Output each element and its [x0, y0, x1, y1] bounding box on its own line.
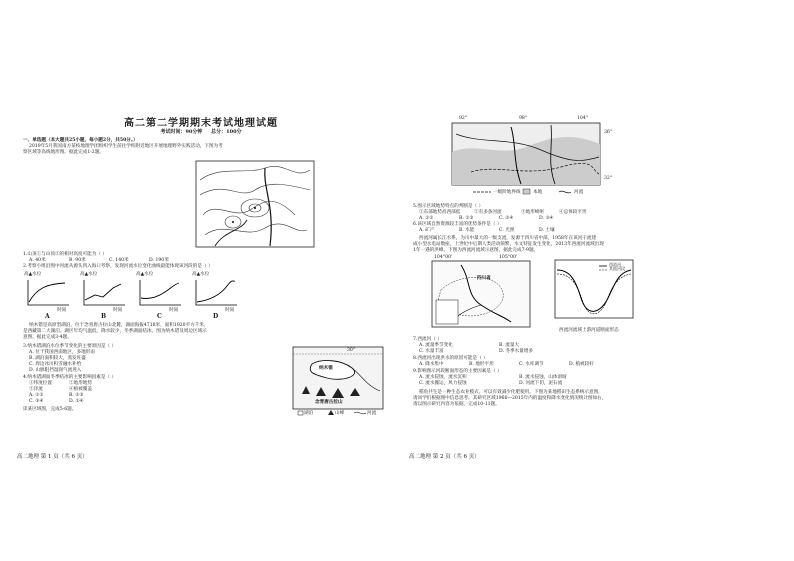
q5-item-3: ③地形崎岖 [521, 210, 544, 215]
passage-line-3: 意图。据此完成3-4题。 [23, 335, 72, 340]
chart-a-letter[interactable]: A [45, 313, 50, 320]
lake-region-map [292, 346, 384, 418]
q4-option-a[interactable]: A. ①② [29, 393, 44, 398]
q4-item-3: ③洋流 [29, 387, 43, 392]
chart-c-xlabel: 时间 [169, 308, 179, 313]
passage-line-2: 是西藏第二大湖泊。湖区年均气温低，降水较少，冬季湖面结冰。图为纳木错及周边区域示 [23, 329, 207, 334]
chart-b-ylabel: 高▲水位 [80, 272, 98, 277]
passage2-line-3: 1年一遇的洪峰。下图为西流河流域示意图，据此完成7-9题。 [413, 248, 539, 253]
q4-item-1: ①纬度位置 [29, 381, 52, 386]
chart-b-xlabel: 时间 [113, 308, 123, 313]
passage2-line-1: 西流河属长江水系，为川中最大的一级支流，发源于四川省中部，1958年在该河干流建 [419, 236, 597, 241]
q1-option-b[interactable]: B. 90米 [69, 258, 86, 263]
q5-option-a[interactable]: A. ①② [419, 216, 434, 221]
coord-32: 32° [604, 176, 613, 181]
question-6: 6.该区域自然资源较丰富的优势条件是（ ） [413, 222, 502, 227]
q6-option-c[interactable]: C. 光照 [499, 228, 515, 233]
q1-option-d[interactable]: D. 190米 [149, 258, 169, 263]
q8-option-c[interactable]: C. 水库调节 [519, 362, 544, 367]
passage-line-1: 纳木错是高原型湖泊，位于念青唐古拉山北麓，湖面海拔4718米，面积1920平方千米， [29, 323, 209, 328]
chart-c-ylabel: 高▲水位 [136, 272, 154, 277]
exam-page-1 [17, 108, 385, 460]
chart-b-letter[interactable]: B [101, 313, 107, 320]
exam-score: 总分：100分 [211, 129, 242, 135]
chart-d-letter[interactable]: D [213, 313, 219, 320]
chart-a-curve [25, 278, 71, 308]
q5-item-2: ②有多条河流 [474, 210, 502, 215]
intro-line-1: 2019年5月我国南方某校地理学团组织学生前往学校附近地区开展地理野外实践活动，下图为考 [29, 144, 223, 149]
q3-option-d[interactable]: D. 山脉阻挡湿润气流进入 [29, 368, 82, 373]
graph-caption: 西流河流域上游河道断面形态 [559, 328, 619, 333]
coord-104: 104° [577, 116, 589, 121]
question-9: 9.影响图示河段断面形态的主要因素是（ ） [413, 369, 502, 374]
graph-legend-1: 西流河 [609, 262, 621, 267]
q3-option-c[interactable]: C. 周边冰川积雪融水补给 [29, 362, 82, 367]
q4-item-4: ④植被覆盖 [69, 387, 92, 392]
q6-option-d[interactable]: D. 土壤 [539, 228, 555, 233]
map2-province: 四川省 [477, 276, 491, 281]
question-1: 1.山顶①与山顶②的相对高度可能为（ ） [23, 252, 107, 257]
exam-meta [17, 128, 385, 135]
q4-item-2: ②地形地势 [69, 381, 92, 386]
q4-option-c[interactable]: C. ③④ [29, 399, 44, 404]
page-2-footer: 高二地理 第 2 页（共 6 页） [409, 454, 480, 460]
chart-c-curve [137, 278, 183, 308]
chart-d-xlabel: 时间 [225, 308, 235, 313]
chart-c-letter[interactable]: C [157, 313, 162, 320]
chart-d-ylabel: 高▲水位 [192, 272, 210, 277]
q1-option-c[interactable]: C. 140米 [109, 258, 129, 263]
intro-line-2: 察区域等高线地形图。据此完成1-2题。 [23, 150, 104, 155]
q5-item-4: ④总体较平坦 [559, 210, 587, 215]
q8-option-d[interactable]: D. 植被较好 [569, 362, 594, 367]
question-8: 8.西流河出现洪水的原因可能是（ ） [413, 356, 488, 361]
q9-option-a[interactable]: A. 流水侵蚀，流水沉积 [419, 375, 467, 380]
legend-peak: 山峰 [335, 411, 345, 416]
q5-option-c[interactable]: C. ②④ [499, 216, 514, 221]
q5-option-d[interactable]: D. ③④ [539, 216, 554, 221]
legend-boundary: 一级阶地界线 [493, 190, 521, 195]
q7-option-d[interactable]: D. 冬季水量增多 [499, 349, 534, 354]
question-4: 4.纳木错湖面冬季结冰的主要影响因素是（ ） [23, 375, 117, 380]
questions-5-6-lead: 读某区域图，完成5-6题。 [23, 407, 77, 412]
q4-option-b[interactable]: B. ②③ [69, 393, 84, 398]
chart-b-curve [81, 278, 127, 308]
q8-option-a[interactable]: A. 降水集中 [419, 362, 444, 367]
passage3-line-1: 稻鱼共生是一种生态农业模式，可以有效减少化肥使用。下图为某地稻田生态系统示意图， [419, 390, 603, 395]
section-heading: 一、单选题（本大题共25小题，每小题2分，共50分。） [23, 138, 138, 143]
passage3-line-3: 请以图示研究内容为依据，完成10-11题。 [413, 402, 500, 407]
legend-river: 河流 [367, 411, 377, 416]
river-basin-map [431, 260, 531, 328]
q9-option-d[interactable]: D. 河流下切，泥石流 [519, 381, 563, 386]
q3-option-b[interactable]: B. 湖泊面积较大，蒸发旺盛 [29, 356, 86, 361]
exam-title: 高二第二学期期末考试地理试题 [124, 118, 278, 129]
chart-d-curve [193, 278, 239, 308]
exam-page-2 [409, 108, 777, 460]
coord-36: 36° [604, 130, 613, 135]
map2-coord-105: 105°00' [499, 255, 518, 260]
chart-a-ylabel: 高▲水位 [24, 272, 42, 277]
q9-option-b[interactable]: B. 流水侵蚀，山体滑坡 [519, 375, 567, 380]
chart-a-xlabel: 时间 [57, 308, 67, 313]
q1-option-a[interactable]: A. 40米 [29, 258, 46, 263]
map2-coord-104: 104°00' [434, 255, 453, 260]
question-2: 2.考察小组沿图中河流从源头到入海口考察，发现河流水位变化曲线最能体现该河段的是（ ） [23, 264, 213, 269]
q7-option-c[interactable]: C. 水量丰富 [419, 349, 444, 354]
map-label-lake: 纳木错 [319, 366, 333, 371]
graph-legend-2: 其他河段 [609, 266, 625, 271]
q7-option-b[interactable]: B. 流量大 [499, 343, 520, 348]
exam-time: 考试时间：90分钟 [160, 129, 203, 135]
question-3: 3.纳木错湖泊水位季节变化的主要原因是（ ） [23, 344, 117, 349]
question-7: 7.西流河（ ） [413, 337, 442, 342]
page-1-footer: 高二地理 第 1 页（共 6 页） [17, 454, 88, 460]
map-lat-30: 30° [347, 348, 356, 353]
question-5: 5.图示区域地势特点的判断是（ ） [413, 204, 484, 209]
coord-92: 92° [459, 116, 468, 121]
map-label-mountain: 念青唐古拉山 [315, 400, 343, 405]
q7-option-a[interactable]: A. 流量季节变化 [419, 343, 453, 348]
contour-map [195, 160, 315, 248]
legend-local: 本地 [533, 190, 543, 195]
region-relief-map [451, 122, 601, 200]
q5-option-b[interactable]: B. ①③ [459, 216, 474, 221]
passage3-line-2: 请同学们根据图中信息思考。其研究区域1966—2015年内的温度和降水变化情况统计图如右， [413, 396, 607, 401]
coord-98: 98° [519, 116, 528, 121]
passage2-line-2: 成小型水电站数座，上世纪中后期人类活动频繁，水文特征发生变化，2013年西流河流域出现 [413, 242, 604, 247]
q6-option-b[interactable]: B. 水能 [459, 228, 475, 233]
q9-option-c[interactable]: C. 流水搬运，风力侵蚀 [419, 381, 467, 386]
legend-river: 河流 [574, 190, 584, 195]
q4-option-d[interactable]: D. ①④ [69, 399, 84, 404]
q5-item-1: ①东部地势高西部低 [419, 210, 461, 215]
q6-option-a[interactable]: A. 矿产 [419, 228, 435, 233]
q3-option-a[interactable]: A. 位于我国西南地区，多地形雨 [29, 350, 95, 355]
q8-option-b[interactable]: B. 地形平坦 [469, 362, 494, 367]
legend-lake: 湖泊 [304, 411, 314, 416]
